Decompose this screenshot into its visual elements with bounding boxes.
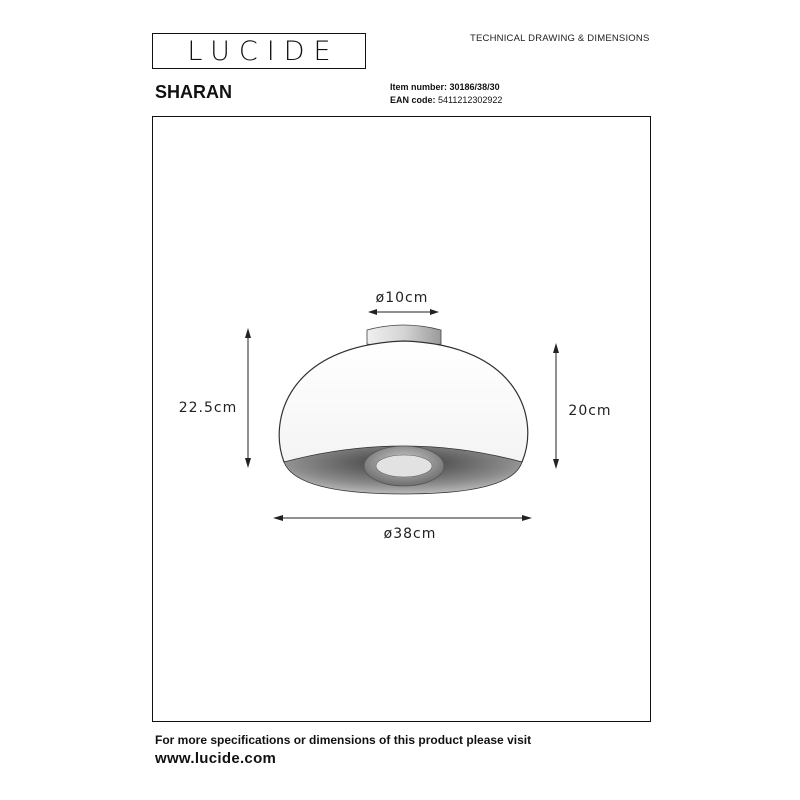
dimension-total-height (179, 328, 251, 468)
item-number-label: Item number: (390, 82, 448, 92)
ean-label: EAN code: (390, 95, 436, 105)
shade-height-label: 20cm (568, 403, 612, 419)
ean-value: 5411212302922 (438, 95, 503, 105)
document-type: TECHNICAL DRAWING & DIMENSIONS (470, 33, 650, 44)
footer-note: For more specifications or dimensions of this product please visit (155, 733, 532, 747)
dimension-mount-diameter (368, 290, 439, 315)
mount-diameter-label: ø10cm (375, 290, 429, 306)
website-link[interactable]: www.lucide.com (155, 750, 277, 767)
lamp-shade (279, 341, 528, 462)
dimension-shade-height (553, 343, 612, 469)
item-number-value: 30186/38/30 (449, 82, 500, 92)
product-name: SHARAN (155, 82, 233, 102)
bulb-holder-rim (376, 455, 432, 477)
brand-logo-text: LUCIDE (187, 35, 340, 67)
dimension-shade-diameter (273, 515, 532, 542)
shade-diameter-label: ø38cm (383, 526, 437, 542)
total-height-label: 22.5cm (178, 400, 238, 416)
